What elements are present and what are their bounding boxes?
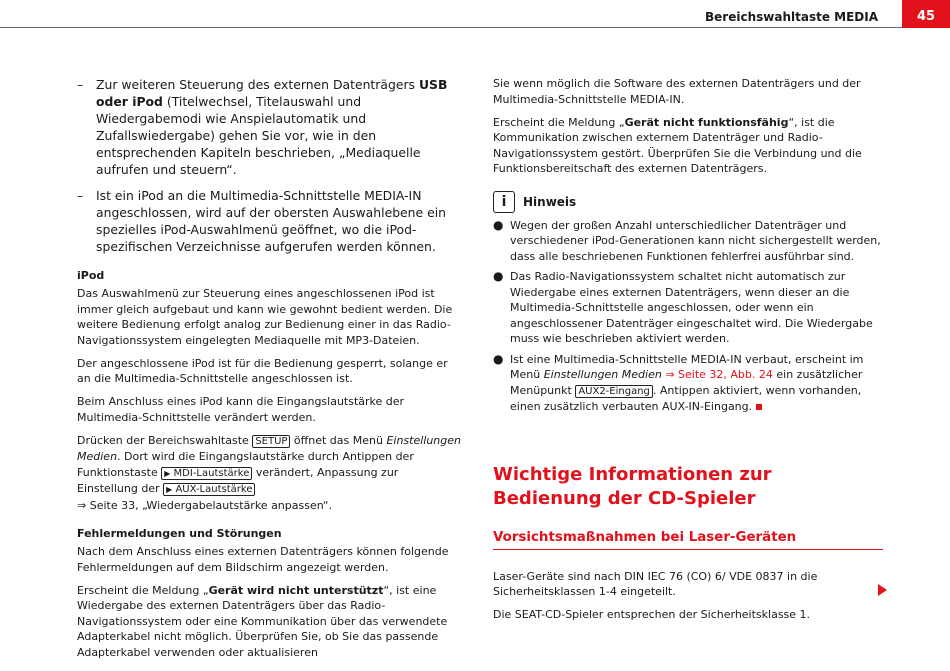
page-number-badge: 45 (902, 0, 950, 28)
header-title: Bereichswahltaste MEDIA (705, 10, 878, 24)
text-run: Seite 33, „Wiedergabelautstärke anpassen“. (86, 498, 333, 512)
bullet-marker: ● (493, 217, 504, 232)
errors-heading: Fehlermeldungen und Störungen (77, 527, 282, 540)
hint-heading (493, 191, 883, 213)
play-triangle-icon: ▶ (164, 468, 171, 478)
text-run: Ist eine Multimedia-Schnittstelle MEDIA-IN verbaut, erscheint im Menü (510, 352, 864, 381)
right-column (493, 76, 883, 630)
button-label: MDI-Lautstärke (173, 467, 250, 479)
aux2-input-button: AUX2-Eingang (575, 385, 653, 398)
ipod-paragraph-3: Beim Anschluss eines iPod kann die Eingangslautstärke der Multimedia-Schnittstelle verändert werden. (77, 395, 405, 424)
dash-marker: – (77, 188, 84, 203)
setup-key: SETUP (252, 435, 290, 448)
hint-bullet-1 (493, 218, 883, 265)
text-run: . Dort wird die Eingangslautstärke durch Antippen der Funktionstaste (77, 450, 414, 479)
bold-run: Gerät nicht funktionsfähig (624, 115, 789, 129)
header-rule (0, 27, 902, 28)
bold-run: USB oder iPod (96, 77, 448, 109)
bullet-marker: ● (493, 351, 504, 366)
text-run: “, ist eine Wiedergabe des externen Datenträgers über das Radio-Navigationssystem oder eine Kommunikation über das verwendete Adapterkabel nicht möglich. Überprüfen Sie, ob Sie das passende Adapterkabel verwenden oder aktualisieren (77, 583, 448, 659)
page-reference-link[interactable]: ⇒ Seite 32, Abb. 24 (665, 368, 773, 381)
continued-paragraph: Sie wenn möglich die Software des externen Datenträgers und der Multimedia-Schnittstelle MEDIA-IN. (493, 77, 861, 106)
dash-item-usb-ipod (77, 76, 462, 178)
aux-volume-button (163, 483, 255, 496)
end-of-section-marker (756, 404, 762, 410)
left-column (77, 76, 462, 668)
dash-item-text: Ist ein iPod an die Multimedia-Schnittstelle MEDIA-IN angeschlossen, wird auf der obersten Auswahlebene ein spezielles iPod-Auswahlmenü geöffnet, wo die iPod-spezifischen Verzeichnisse aufgerufen werden können. (96, 188, 447, 254)
laser-paragraph-2: Die SEAT-CD-Spieler entsprechen der Sicherheitsklasse 1. (493, 608, 811, 621)
text-run: Erscheint die Meldung „ (493, 115, 625, 129)
text-run: Erscheint die Meldung „ (77, 583, 209, 597)
ipod-paragraph-4 (77, 433, 462, 514)
menu-name: Einstellungen Medien (77, 433, 462, 463)
errors-paragraph-2 (77, 583, 462, 661)
arrow-icon: ⇒ (77, 498, 87, 512)
play-triangle-icon: ▶ (166, 485, 173, 494)
dash-item-ipod-menu (77, 187, 462, 255)
text-run: “, ist die Kommunikation zwischen externem Datenträger und Radio-Navigationssystem gestört. Überprüfen Sie die Verbindung und die Funktionsbereitschaft des externen Datenträgers. (493, 115, 862, 175)
text-run: Drücken der Bereichswahltaste (77, 433, 253, 447)
text-run: verändert, Anpassung zur Einstellung der (77, 465, 399, 495)
text-run: (Titelwechsel, Titelauswahl und Wiedergabemodi wie Anspielautomatik und Zufallswiedergabe) gehen Sie vor, wie in den entsprechenden Kapiteln beschrieben, „Mediaquelle aufrufen und steuern“. (96, 94, 421, 177)
ipod-paragraph-2: Der angeschlossene iPod ist für die Bedienung gesperrt, solange er an die Multimedia-Schnittstelle angeschlossen ist. (77, 356, 448, 385)
hint-text: Das Radio-Navigationssystem schaltet nicht automatisch zur Wiedergabe eines externen Datenträgers, wenn dieser an die Multimedia-Schnittstelle angeschlossen, oder wenn ein angeschlossener Datenträger eingeschaltet wird. Die Wiedergabe muss wie beschrieben aktiviert werden. (510, 270, 873, 345)
bold-run: Gerät wird nicht unterstützt (208, 583, 384, 597)
not-functional-paragraph (493, 115, 883, 177)
hint-text (510, 352, 883, 415)
ipod-paragraph-1: Das Auswahlmenü zur Steuerung eines angeschlossenen iPod ist immer gleich aufgebaut und kann wie gewohnt bedient werden. Die weitere Bedienung erfolgt analog zur Bedienung einer in das Radio-Navigationssystem eingelegten Mediaquelle mit MP3-Dateien. (77, 287, 453, 347)
hint-bullet-2 (493, 269, 883, 347)
text-run: Zur weiteren Steuerung des externen Datenträgers (96, 77, 419, 92)
button-label: AUX-Lautstärke (175, 484, 253, 495)
menu-name: Einstellungen Medien (543, 368, 662, 381)
info-icon: i (493, 191, 515, 213)
hint-bullet-3 (493, 352, 883, 415)
hint-text: Wegen der großen Anzahl unterschiedlicher Datenträger und verschiedener iPod-Generationen kann nicht sichergestellt werden, dass alle beschriebenen Funktionen fehlerfrei ausführbar sind. (510, 218, 881, 263)
dash-item-text (96, 76, 462, 178)
ipod-heading: iPod (77, 269, 105, 282)
text-run: öffnet das Menü (290, 433, 387, 447)
hint-title: Hinweis (523, 194, 577, 209)
next-page-arrow-icon[interactable] (878, 584, 887, 596)
errors-paragraph-1: Nach dem Anschluss eines externen Datenträgers können folgende Fehlermeldungen auf dem Bildschirm angezeigt werden. (77, 545, 449, 574)
laser-paragraph-1: Laser-Geräte sind nach DIN IEC 76 (CO) 6/ VDE 0837 in die Sicherheitsklassen 1-4 eingeteilt. (493, 569, 818, 598)
text-run: ein zusätzlicher Menüpunkt (510, 368, 863, 397)
bullet-marker: ● (493, 269, 504, 283)
dash-marker: – (77, 77, 84, 92)
subsection-title: Vorsichtsmaßnahmen bei Laser-Geräten (493, 529, 883, 550)
text-run: . Antippen aktiviert, wenn vorhanden, einen zusätzlich verbauten AUX-IN-Eingang. (510, 383, 862, 413)
section-title: Wichtige Informationen zur Bedienung der CD-Spieler (493, 463, 772, 509)
mdi-volume-button (161, 467, 252, 480)
